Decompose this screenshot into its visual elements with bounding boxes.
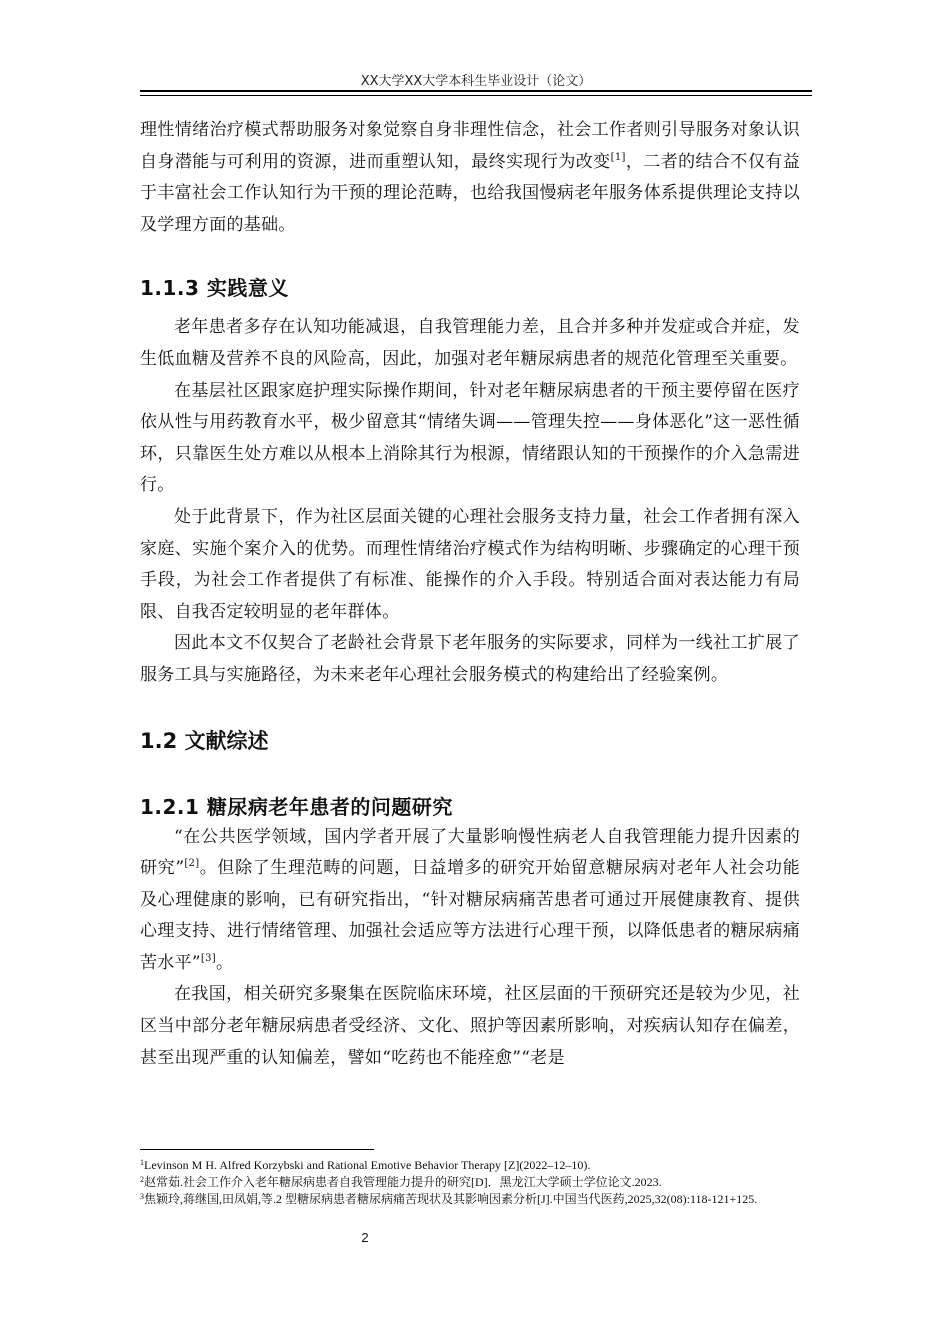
paragraph-text: 。但除了生理范畴的问题，日益增多的研究开始留意糖尿病对老年人社会功能及心理健康的影响，已有研究指出，“针对糖尿病痛苦患者可通过开展健康教育、提供心理支持、进行情绪管理、加强社会适应等方法进行心理干预，以降低患者的糖尿病痛苦水平” <box>140 858 801 973</box>
paragraph-text: 。 <box>215 952 234 973</box>
paragraph-text: “在公共医学领域，国内学者开展了大量影响慢性病老人自我管理能力提升因素的研究” <box>140 826 800 879</box>
footnote <box>140 1157 810 1174</box>
paragraph: 老年患者多存在认知功能减退，自我管理能力差，且合并多种并发症或合并症，发生低血糖及营养不良的风险高，因此，加强对老年糖尿病患者的规范化管理至关重要。 <box>140 317 800 369</box>
paragraph <box>140 822 800 980</box>
footnote-separator <box>140 1149 374 1150</box>
section-heading-1-2: 1.2 文献综述 <box>140 728 269 753</box>
footnote-mark: 3 <box>140 1192 144 1201</box>
paragraph: 处于此背景下，作为社区层面关键的心理社会服务支持力量，社会工作者拥有深入家庭、实施个案介入的优势。而理性情绪治疗模式作为结构明晰、步骤确定的心理干预手段，为社会工作者提供了有标准、能操作的介入手段。特别适合面对表达能力有局限、自我否定较明显的老年群体。 <box>140 506 800 622</box>
paragraph-text: ，二者的结合不仅有益于丰富社会工作认知行为干预的理论范畴，也给我国慢病老年服务体系提供理论支持以及学理方面的基础。 <box>140 151 801 235</box>
citation-ref[interactable]: [2] <box>184 858 200 870</box>
citation-ref[interactable]: [1] <box>610 151 626 163</box>
citation-ref[interactable]: [3] <box>200 952 216 964</box>
footnote-mark: 1 <box>140 1158 144 1167</box>
paragraph <box>140 115 800 241</box>
footnote-mark: 2 <box>140 1175 144 1184</box>
footnote-text: 赵常茹.社会工作介入老年糖尿病患者自我管理能力提升的研究[D]．黑龙江大学硕士学位论文.2023. <box>144 1175 662 1189</box>
header-rule-thin <box>140 95 812 96</box>
footnote <box>140 1174 810 1191</box>
header-rule-thick <box>140 90 812 92</box>
page-number: 2 <box>361 1230 369 1245</box>
section-heading-1-1-3: 1.1.3 实践意义 <box>140 276 289 301</box>
footnote-text: Levinson M H. Alfred Korzybski and Rational Emotive Behavior Therapy [Z](2022–12–10). <box>144 1158 591 1172</box>
footnotes <box>140 1157 810 1208</box>
paragraph: 在我国，相关研究多聚集在医院临床环境，社区层面的干预研究还是较为少见，社区当中部分老年糖尿病患者受经济、文化、照护等因素所影响，对疾病认知存在偏差，甚至出现严重的认知偏差，譬如“吃药也不能痊愈”“老是 <box>140 984 800 1068</box>
paragraph-text: 理性情绪治疗模式帮助服务对象觉察自身非理性信念，社会工作者则引导服务对象认识自身潜能与可利用的资源，进而重塑认知，最终实现行为改变 <box>140 120 800 172</box>
footnote-text: 焦颖玲,蒋继国,田凤娟,等.2 型糖尿病患者糖尿病痛苦现状及其影响因素分析[J].中国当代医药,2025,32(08):118-121+125. <box>144 1192 758 1206</box>
paragraph: 因此本文不仅契合了老龄社会背景下老年服务的实际要求，同样为一线社工扩展了服务工具与实施路径，为未来老年心理社会服务模式的构建给出了经验案例。 <box>140 633 800 685</box>
running-header: XX大学XX大学本科生毕业设计（论文） <box>360 74 592 89</box>
footnote <box>140 1191 810 1208</box>
main-text <box>140 115 800 1074</box>
paragraph: 在基层社区跟家庭护理实际操作期间，针对老年糖尿病患者的干预主要停留在医疗依从性与用药教育水平，极少留意其“情绪失调——管理失控——身体恶化”这一恶性循环，只靠医生处方难以从根本上消除其行为根源，情绪跟认知的干预操作的介入急需进行。 <box>140 380 800 496</box>
section-heading-1-2-1: 1.2.1 糖尿病老年患者的问题研究 <box>140 794 453 819</box>
